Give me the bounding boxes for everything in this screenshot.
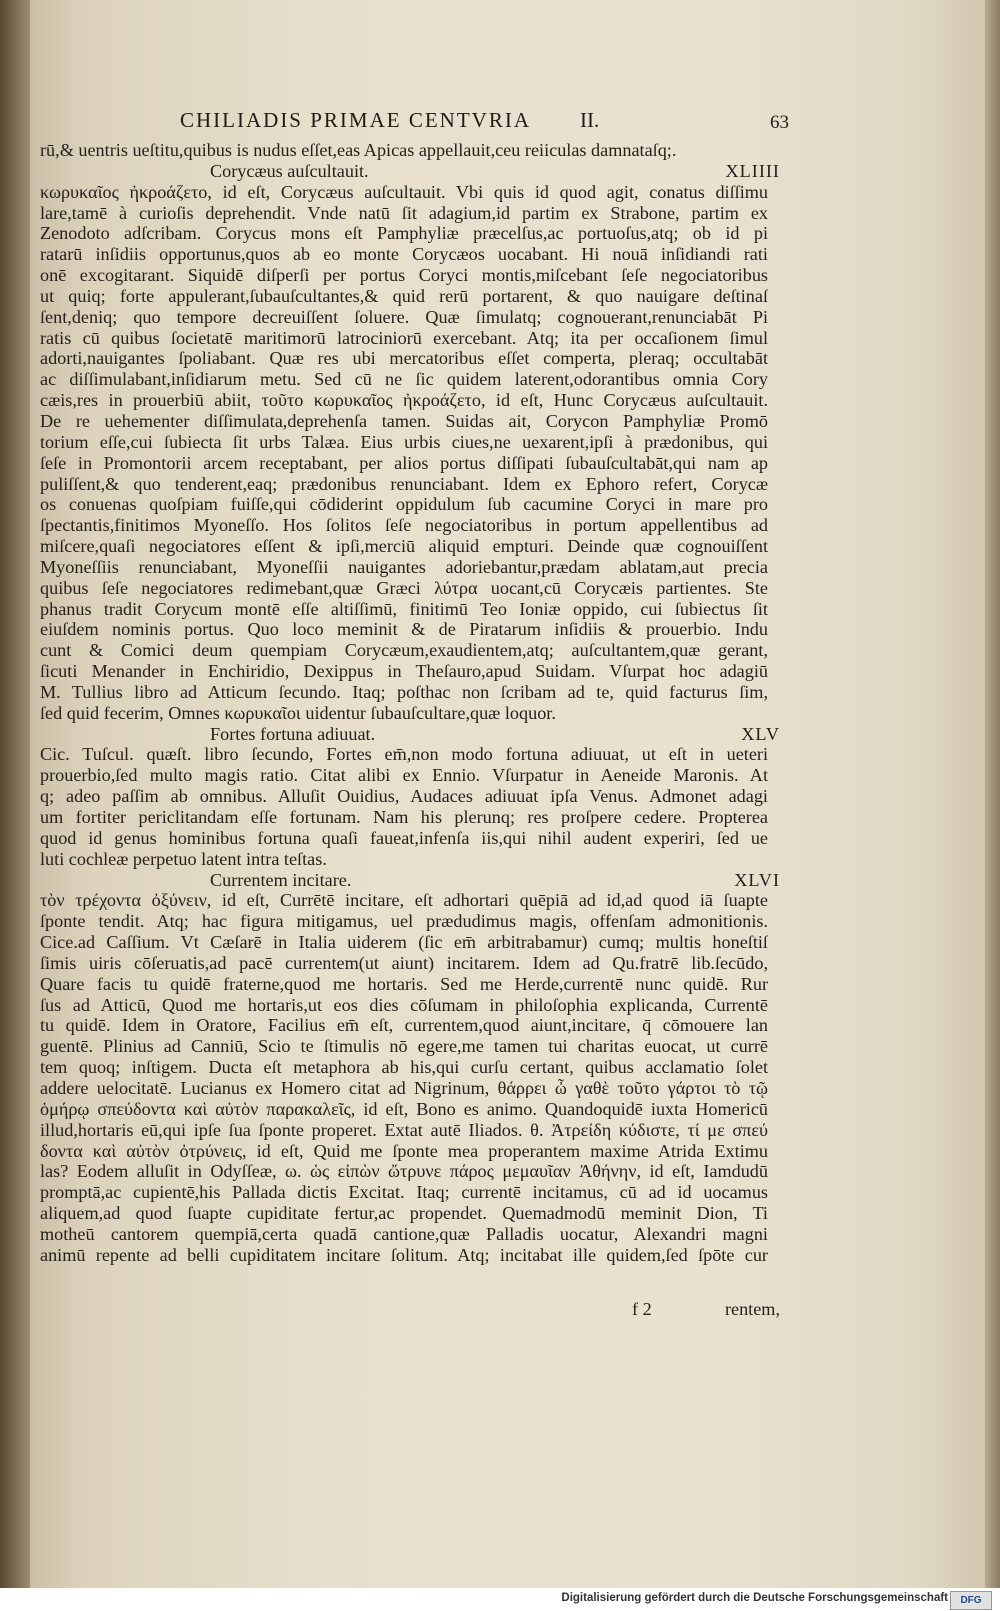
text-line: quibus ſeſe negociatores redimebant,quæ Græci λύτρα uocant,cū Corycæis partientes. Ste	[40, 577, 768, 598]
text-line: animū repente ad belli cupiditatem incitare ſolitum. Atq; incitabat ille quidem,ſed ſpōte cur	[40, 1244, 768, 1265]
adage-title: Fortes fortuna adiuuat.	[210, 723, 376, 744]
adage-number: XLVI	[734, 869, 780, 890]
text-line: puliſſent,& quo tenderent,eaq; prædonibus renunciabant. Idem ex Ephoro refert, Corycæ	[40, 473, 768, 494]
text-line: ſicuti Menander in Enchiridio, Dexippus in Theſauro,apud Suidam. Vſurpat hoc adagiū	[40, 661, 768, 682]
folio-number: 63	[770, 112, 789, 133]
text-line: cunt & Comici deum quempiam Corycæum,exaudientem,atq; auſcultantem,quæ gerant,	[40, 640, 768, 661]
text-line: tu quidē. Idem in Oratore, Facilius em̄ eſt, currentem,quod aiunt,incitare, q̄ cōmouere lan	[40, 1015, 768, 1036]
signature-mark: f 2	[632, 1299, 652, 1319]
text-block	[40, 140, 780, 1266]
text-line: addere uelocitatē. Lucianus ex Homero citat ad Nigrinum, θάρρει ὦ γαθὲ τοῦτο γάρτοι τὸ τῷ	[40, 1077, 768, 1098]
text-line: Myoneſſiis renunciabant, Myoneſſii nauigantes adoriebantur,prædam ablatam,aut precia	[40, 556, 768, 577]
digitization-bar	[0, 1588, 1000, 1611]
text-line: luti cochleæ perpetuo latent intra teſtas.	[40, 848, 327, 869]
text-line: Cic. Tuſcul. quæſt. libro ſecundo, Fortes em̄,non modo fortuna adiuuat, ut eſt in ueteri	[40, 744, 768, 765]
text-line: lare,tamē à curioſis deprehendit. Vnde natū ſit adagium,id partim ex Strabone, partim ex	[40, 202, 768, 223]
adage-number: XLIIII	[725, 160, 780, 181]
text-line: κωρυκαῖος ἠκροάζετο, id eſt, Corycæus auſcultauit. Vbi quis id quod agit, conatus diſſimu	[40, 181, 768, 202]
text-line: adorti,nauigantes ſpoliabant. Quæ res ubi mercatoribus eſſet comperta, pleraq; occultabāt	[40, 348, 768, 369]
text-line: tem quoq; inſtigem. Ducta eſt metaphora ab his,qui curſu certant, quibus acclamatio ſolet	[40, 1057, 768, 1078]
text-line: torium eſſe,cui ſubiecta ſit urbs Talæa. Eius urbis ciues,ne uexarent,ipſi à prædonibus, qui	[40, 431, 768, 452]
text-line: τὸν τρέχοντα ὀξύνειν, id eſt, Currētē incitare, eſt adhortari quēpiā ad id,ad quod iā ſuapte	[40, 890, 768, 911]
running-title: CHILIADIS PRIMAE CENTVRIA	[180, 108, 531, 132]
text-line: ſed quid fecerim, Omnes κωρυκαῖοι uidentur ſubauſcultare,quæ loquor.	[40, 702, 556, 723]
text-line: quod id genus hominibus fortuna quaſi faueat,infenſa iis,qui nihil audent experiri, ſed ue	[40, 827, 768, 848]
adage-title: Corycæus auſcultauit.	[210, 160, 369, 181]
adage-heading	[40, 160, 780, 182]
text-line: cæis,res in prouerbiū abiit, τοῦτο κωρυκαῖος ἠκροάζετο, id eſt, Hunc Corycæus auſcultauit.	[40, 390, 768, 411]
text-line: prouerbio,ſed multo magis ratio. Citat alibi ex Ennio. Vſurpatur in Aeneide Maronis. At	[40, 765, 768, 786]
text-line: ut quiq; forte appulerant,ſubauſcultantes,& quid rerū portarent, & quo nauigare deſtinaſ	[40, 285, 768, 306]
text-line: ὁμήρῳ σπεύδοντα καὶ αὐτὸν παρακαλεῖς, id eſt, Bono es animo. Quandoquidē iuxta Homericū	[40, 1098, 768, 1119]
adage-heading	[40, 723, 780, 745]
century-number: II.	[580, 108, 600, 132]
text-line: onē excogitarant. Siquidē diſperſi per portus Coryci montis,miſcebant ſeſe negociatoribus	[40, 265, 768, 286]
text-line: δοντα καὶ αὐτὸν ὀτρύνεις, id eſt, Quid me ſponte mea properantem maxime Atrida Extimu	[40, 1140, 768, 1161]
text-line: os conuenas quoſpiam fuiſſe,qui cōdiderint oppidulum ſub cacumine Coryci in mare pro	[40, 494, 768, 515]
text-line: De re uehementer diſſimulata,deprehenſa tamen. Suidas ait, Corycon Pamphyliæ Promō	[40, 410, 768, 431]
text-line: eiuſdem nominis portus. Quo loco meminit & de Piratarum inſidiis & prouerbio. Indu	[40, 619, 768, 640]
funding-note: Digitalisierung gefördert durch die Deutsche Forschungsgemeinschaft	[561, 1592, 948, 1604]
text-line: illud,hortaris eū,qui ipſe ſua ſponte properet. Extat autē Iliados. θ. Ἀτρείδη κύδιστε, τί με σπεύ	[40, 1119, 768, 1140]
text-line: ſimis uiris cōſeruatis,ad pacē currentem(ut aiunt) incitarem. Idem ad Qu.fratrē lib.ſecūdo,	[40, 952, 768, 973]
text-line: promptā,ac cupientē,his Pallada dictis Excitat. Itaq; currentē incitamus, cū ad id uocamus	[40, 1182, 768, 1203]
text-line: phanus tradit Corycum montē eſſe altiſſimū, finitimū Teo Ioniæ oppido, cui ſubiectus ſit	[40, 598, 768, 619]
text-line: ſeſe in Promontorii arcem receptabant, per alios portus diſſipati ſubauſcultabāt,qui nam ap	[40, 452, 768, 473]
dfg-logo: DFG	[950, 1591, 992, 1610]
text-line: um fortiter periclitandam eſſe fortunam. Nam his plerunq; res proſpere cedere. Propterea	[40, 807, 768, 827]
catchword: rentem,	[724, 1299, 780, 1319]
running-header	[180, 108, 792, 140]
text-line: ſpectantis,finitimos Myoneſſo. Hos ſolitos ſeſe negociatoribus in portum appellentibus ad	[40, 515, 768, 536]
adage-title: Currentem incitare.	[210, 869, 352, 890]
page-edge	[985, 0, 1000, 1588]
text-line: Zenodoto adſcribam. Corycus mons eſt Pamphyliæ præcelſus,ac portuoſus,atq; ob id pi	[40, 223, 768, 244]
book-spine-gutter	[0, 0, 34, 1611]
text-line: Quare facis tu quidē fraterne,quod me hortaris. Sed me Herde,currentē nunc quidē. Rur	[40, 973, 768, 994]
page-footer	[40, 1299, 780, 1323]
adage-heading	[40, 869, 780, 891]
text-line: motheū cantorem quempiā,certa quadā cantione,quæ Palladis uocatur, Alexandri magni	[40, 1223, 768, 1244]
text-line: miſcere,quaſi negociatores eſſent & ipſi,merciū aliquid empturi. Deinde quæ cognouiſſent	[40, 536, 768, 557]
text-line: M. Tullius libro ad Atticum ſecundo. Itaq; poſthac non ſcribam ad te, quid facturus ſim,	[40, 681, 768, 702]
text-line: aliquem,ad quod ſuapte cupiditate fertur,ac propendet. Quemadmodū meminit Dion, Ti	[40, 1203, 768, 1224]
text-line: ſponte tendit. Atq; hac figura mitigamus, uel prædudimus magis, offenſam admonitionis.	[40, 911, 768, 932]
text-line: Cice.ad Caſſium. Vt Cæſarē in Italia uiderem (ſic em̄ arbitrabamur) cumq; multis honeſtiſ	[40, 932, 768, 953]
text-line: ſus ad Atticū, Quod me hortaris,ut eos dies cōſumam in philoſophia explicanda, Currentē	[40, 994, 768, 1015]
text-line: las? Eodem alluſit in Odyſſeæ, ω. ὡς εἰπὼν ὤτρυνε πάρος μεμαυῖαν Ἀθήνην, id eſt, Iamdudū	[40, 1161, 768, 1182]
text-line: ratis cū quibus ſocietatē maritimorū latrociniorū exercebant. Atq; ita per occaſionem ſimul	[40, 327, 768, 348]
text-line: ratarū inſidiis opportunus,quos ab eo monte Corycæos uocabant. Hi nouā inſidiandi rati	[40, 244, 768, 265]
adage-number: XLV	[741, 723, 780, 744]
text-line: guentē. Plinius ad Canniū, Scio te ſtimulis nō egere,me tamen tui charitas euocat, ut currē	[40, 1036, 768, 1057]
text-line: ac diſſimulabant,inſidiarum metu. Sed cū ne ſic quidem laterent,odorantibus omnia Cory	[40, 369, 768, 390]
text-line: rū,& uentris ueſtitu,quibus is nudus eſſet,eas Apicas appellauit,ceu reiiculas damnataſq;.	[40, 140, 677, 160]
text-line: q; adeo paſſim ab omnibus. Alluſit Ouidius, Audaces adiuuat ipſa Venus. Admonet adagi	[40, 786, 768, 807]
text-line: ſent,deniq; quo tempore decreuiſſent ſoluere. Quæ ſimulatq; cognouerant,renunciabāt Pi	[40, 306, 768, 327]
